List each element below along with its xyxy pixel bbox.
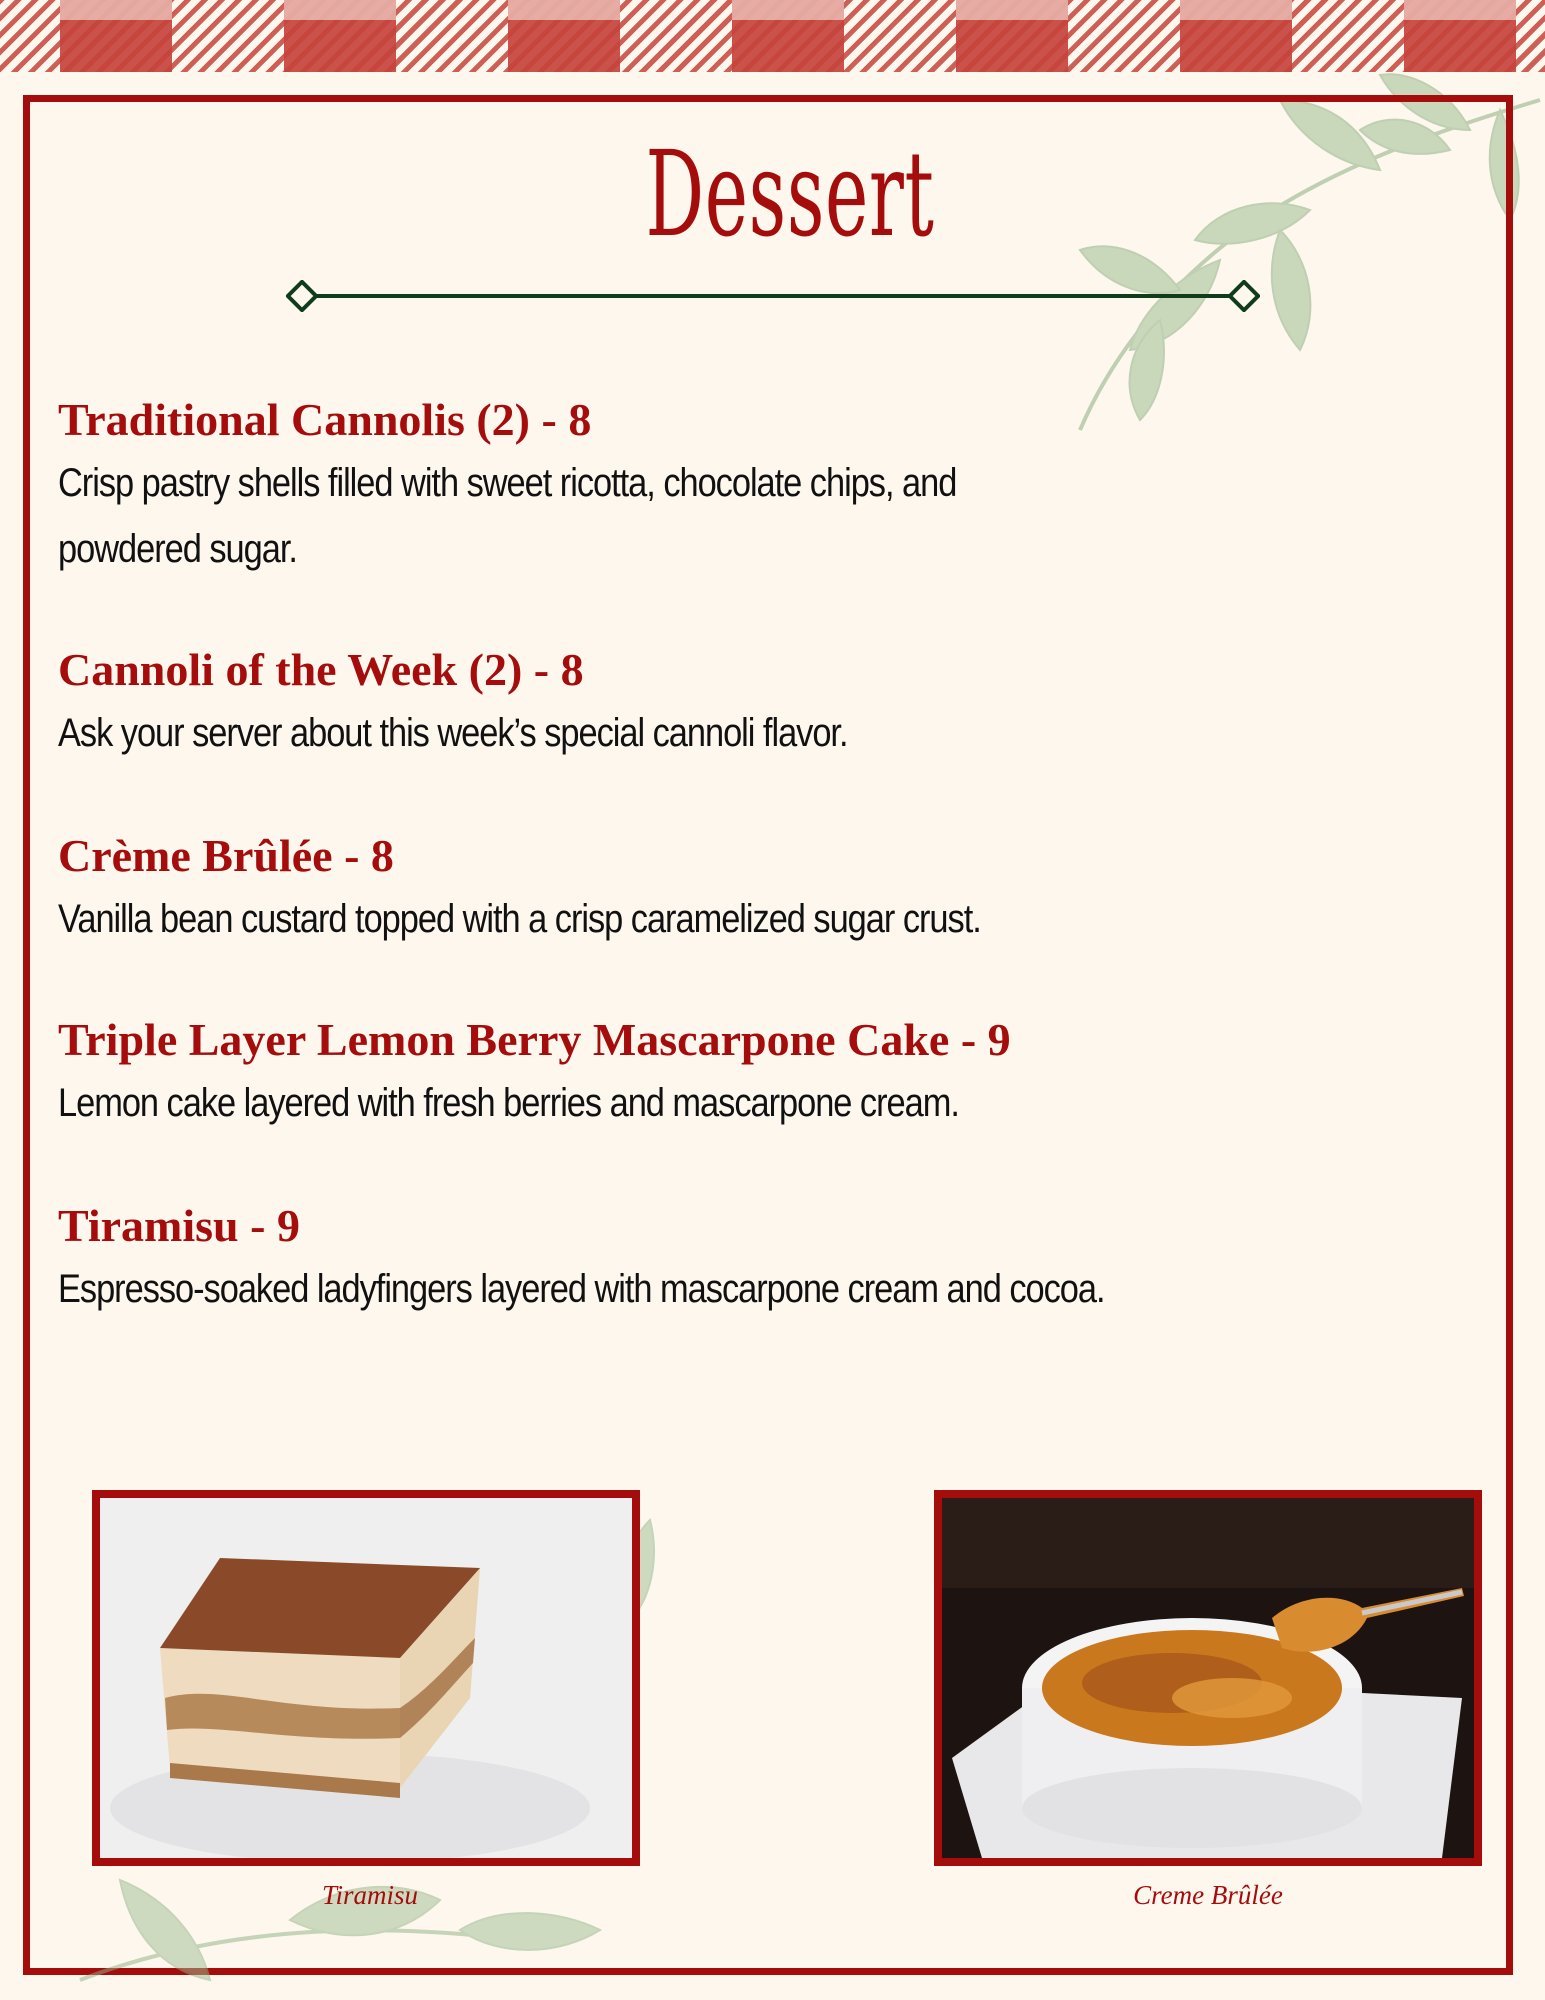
menu-item [58, 390, 1278, 582]
photo-caption: Creme Brûlée [1133, 1880, 1283, 1910]
menu-item-description: Crisp pastry shells filled with sweet ricotta, chocolate chips, and powdered sugar. [58, 461, 957, 571]
photo-caption: Tiramisu [321, 1880, 419, 1910]
creme-brulee-photo [934, 1490, 1482, 1866]
page-title: Dessert [645, 125, 935, 263]
menu-item [58, 640, 1278, 766]
menu-item [58, 1010, 1278, 1136]
menu-item-description: Lemon cake layered with fresh berries and mascarpone cream. [58, 1081, 959, 1125]
menu-item [58, 826, 1278, 952]
tiramisu-photo [92, 1490, 640, 1866]
menu-item-description: Espresso-soaked ladyfingers layered with mascarpone cream and cocoa. [58, 1267, 1105, 1311]
menu-item-description: Vanilla bean custard topped with a crisp caramelized sugar crust. [58, 897, 981, 941]
menu-item-name: Traditional Cannolis (2) - 8 [58, 394, 592, 445]
menu-item-name: Crème Brûlée - 8 [58, 830, 394, 881]
menu-item-name: Triple Layer Lemon Berry Mascarpone Cake - 9 [58, 1014, 1011, 1065]
menu-item [58, 1196, 1278, 1322]
tiramisu-image [100, 1498, 632, 1858]
creme-brulee-image [942, 1498, 1474, 1858]
menu-item-description: Ask your server about this week’s special cannoli flavor. [58, 711, 848, 755]
menu-item-name: Cannoli of the Week (2) - 8 [58, 644, 584, 695]
title-divider [286, 280, 1260, 312]
menu-item-name: Tiramisu - 9 [58, 1200, 300, 1251]
